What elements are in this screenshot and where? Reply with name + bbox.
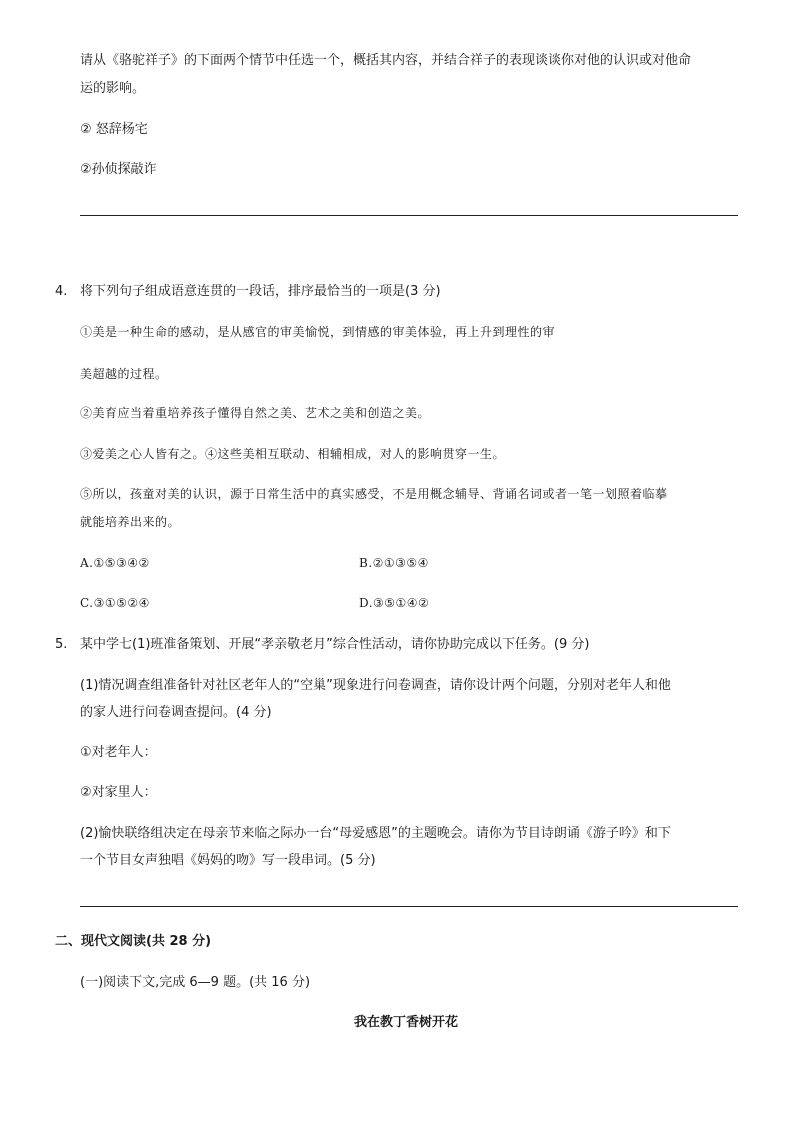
q4-sentence-5-line1: ⑤所以，孩童对美的认识，源于日常生活中的真实感受，不是用概念辅导、背诵名词或者一笔一划照着临摹: [80, 487, 668, 501]
q4-number: 4.: [55, 284, 68, 299]
q3-answer-line: [80, 215, 738, 216]
article-title: 我在教丁香树开花: [354, 1015, 459, 1030]
q5-part1-line1: (1)情况调查组准备针对社区老年人的“空巢”现象进行问卷调查，请你设计两个问题，分别对老年人和他: [80, 678, 671, 693]
q4-stem: 将下列句子组成语意连贯的一段话，排序最恰当的一项是(3 分): [80, 284, 441, 299]
q5-part2-line1: (2)愉快联络组决定在母亲节来临之际办一台“母爱感恩”的主题晚会。请你为节目诗朗诵《游子吟》和下: [80, 826, 671, 841]
q3-prompt-line1: 请从《骆驼祥子》的下面两个情节中任选一个，概括其内容，并结合祥子的表现谈谈你对他的认识或对他命: [80, 53, 692, 68]
q5-part1-line2: 的家人进行问卷调查提问。(4 分): [80, 705, 272, 720]
q4-sentence-1-line2: 美超越的过程。: [80, 367, 168, 381]
q3-prompt-line2: 运的影响。: [80, 81, 146, 96]
q5-number: 5.: [55, 637, 68, 652]
q5-part2-line2: 一个节目女声独唱《妈妈的吻》写一段串词。(5 分): [80, 853, 376, 868]
q3-option-2: ②孙侦探敲诈: [80, 162, 157, 177]
q4-sentence-1-line1: ①美是一种生命的感动，是从感官的审美愉悦，到情感的审美体验，再上升到理性的审: [80, 325, 556, 339]
q4-option-a: A.①⑤③④②: [80, 556, 150, 570]
q4-sentence-2: ②美育应当着重培养孩子懂得自然之美、艺术之美和创造之美。: [80, 406, 431, 420]
section2-heading: 二、现代文阅读(共 28 分): [55, 934, 212, 949]
q5-to-family: ②对家里人：: [80, 785, 157, 800]
q5-answer-line: [80, 906, 738, 907]
section2-subheading: (一)阅读下文,完成 6—9 题。(共 16 分): [80, 975, 311, 990]
q4-option-d: D.③⑤①④②: [359, 596, 430, 610]
q3-option-1: ② 怒辞杨宅: [80, 122, 148, 137]
q4-option-c: C.③①⑤②④: [80, 596, 150, 610]
q4-sentence-3-4: ③爱美之心人皆有之。④这些美相互联动、相辅相成，对人的影响贯穿一生。: [80, 447, 506, 461]
q4-sentence-5-line2: 就能培养出来的。: [80, 515, 181, 529]
q4-option-b: B.②①③⑤④: [359, 556, 429, 570]
q5-to-elder: ①对老年人：: [80, 745, 157, 760]
q5-stem: 某中学七(1)班准备策划、开展“孝亲敬老月”综合性活动，请你协助完成以下任务。(9 分): [80, 637, 590, 652]
